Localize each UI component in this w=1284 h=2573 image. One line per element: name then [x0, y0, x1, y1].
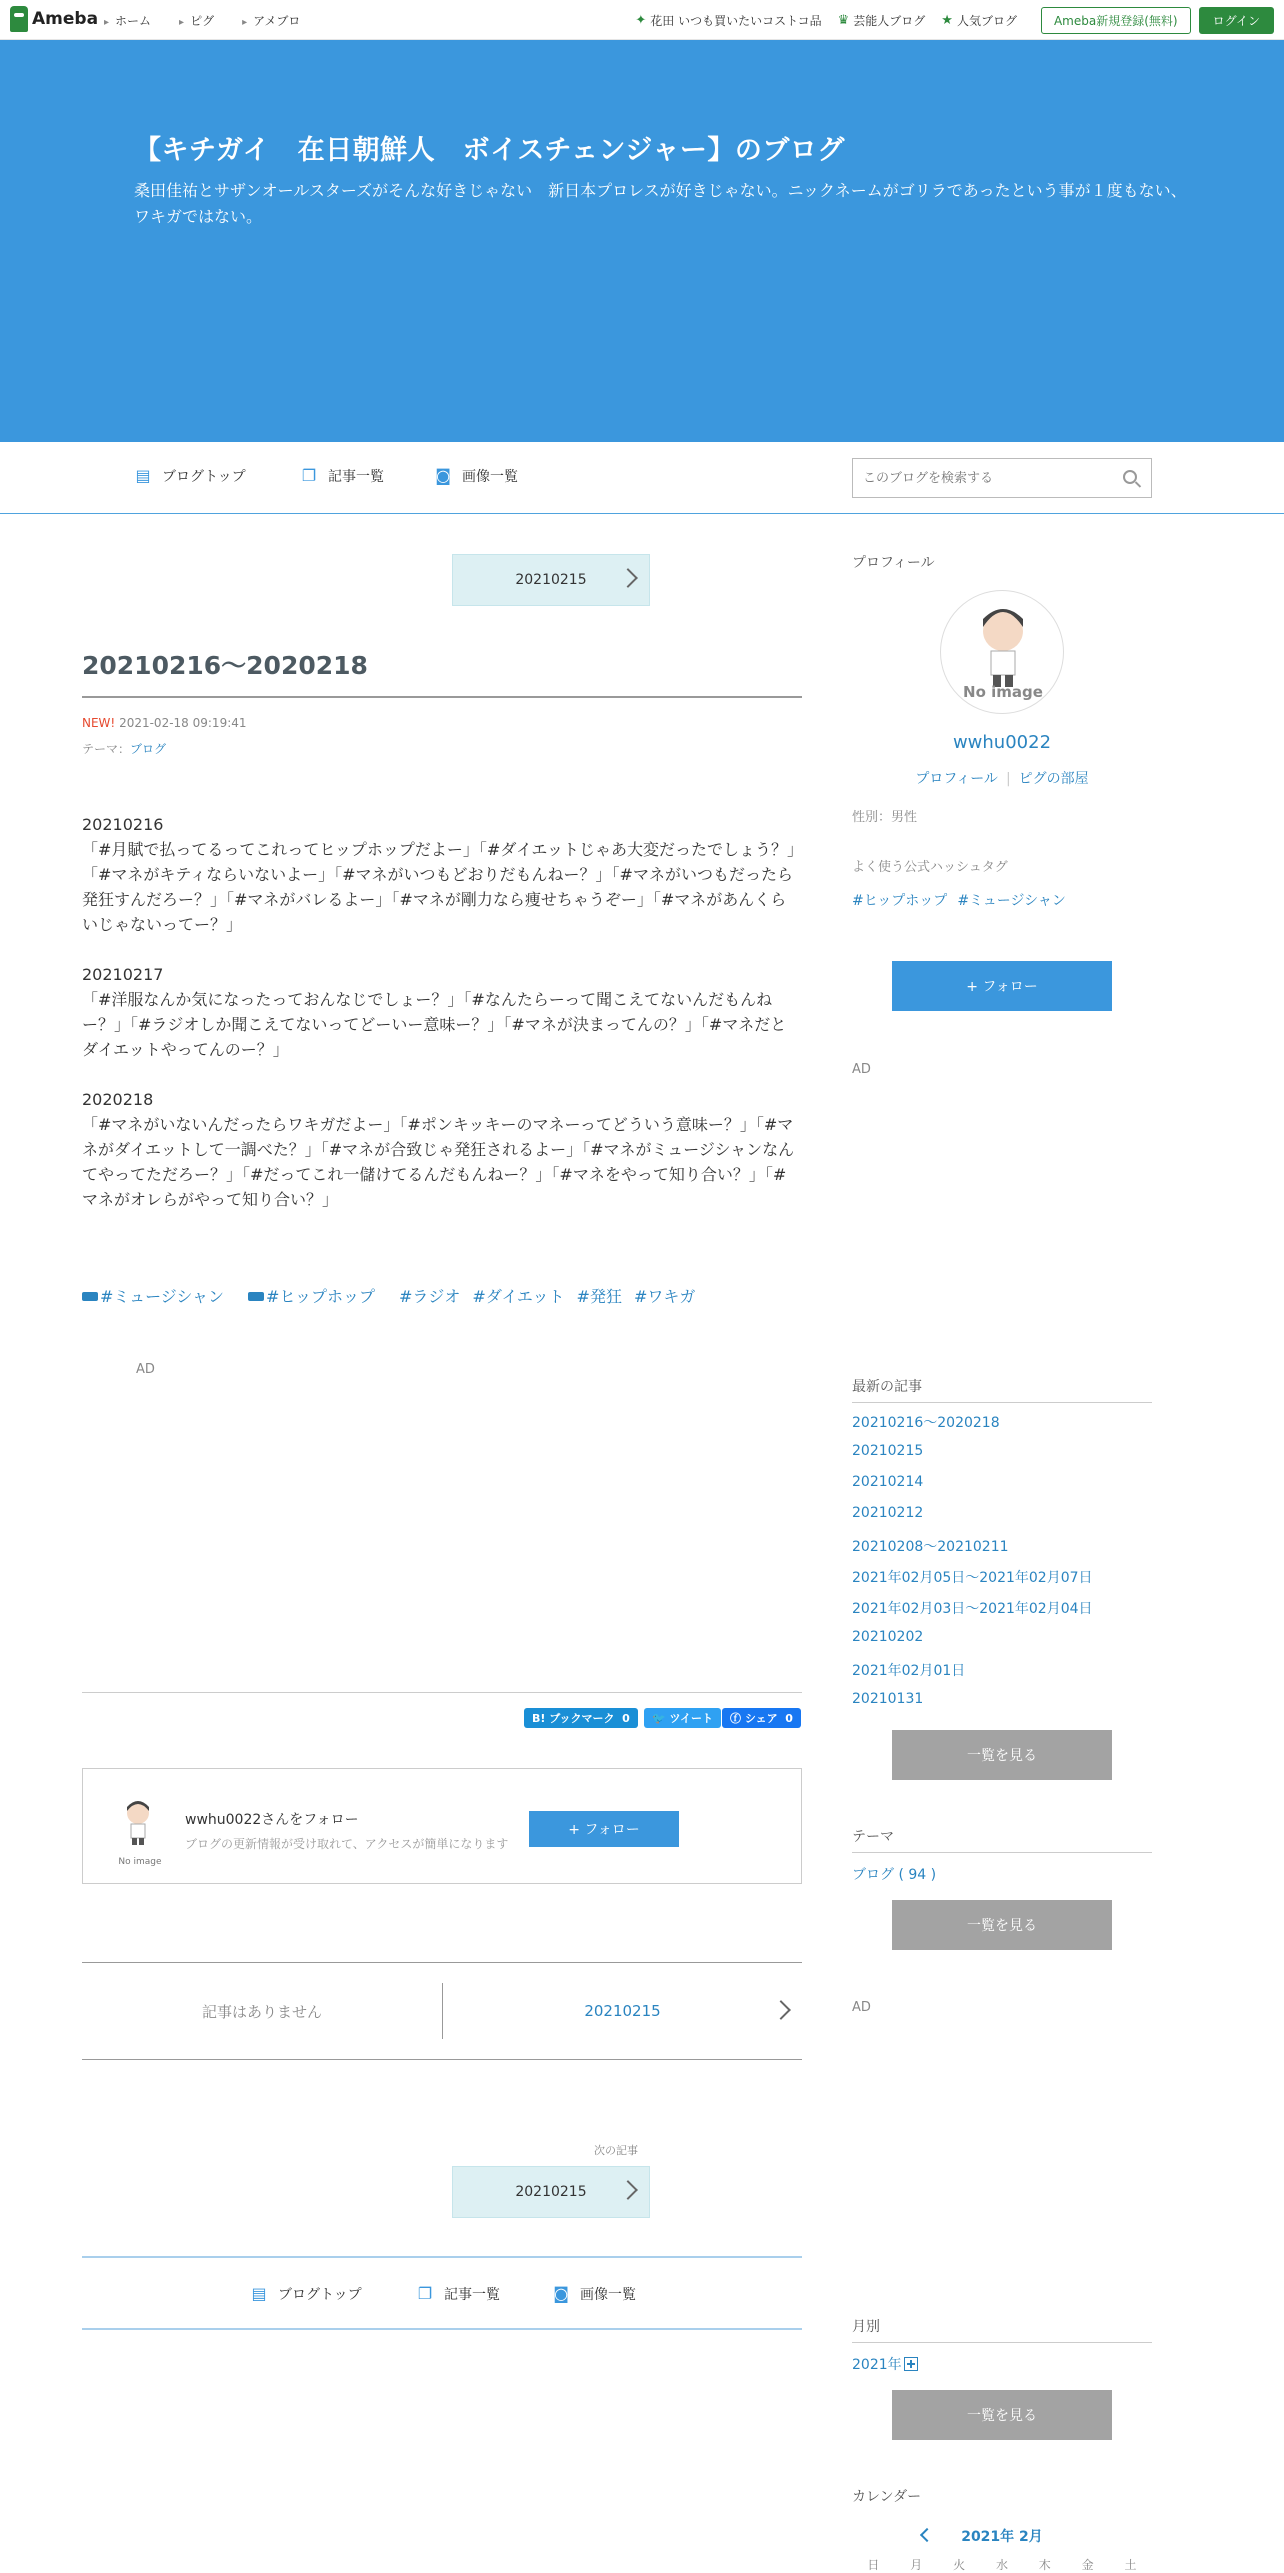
hashtag-item[interactable]: #ラジオ — [398, 1287, 461, 1306]
camera-icon: ◙ — [435, 466, 451, 485]
pager-label: 20210215 — [515, 572, 587, 588]
paragraph-date: 20210217 — [82, 965, 164, 984]
hashtag-item[interactable] — [82, 1284, 236, 1307]
theme-heading: テーマ — [852, 1829, 894, 1845]
hatena-bookmark-button[interactable] — [524, 1708, 638, 1728]
recent-item[interactable]: 2021年02月05日～2021年02月07日 — [852, 1570, 1093, 1586]
nav-label: 画像一覧 — [462, 469, 518, 485]
hashtag-link[interactable]: #ミュージシャン — [957, 893, 1066, 909]
calendar-weekdays — [852, 2556, 1152, 2573]
blog-title[interactable]: 【キチガイ 在日朝鮮人 ボイスチェンジャー】のブログ — [134, 135, 845, 166]
no-image-label: No image — [118, 1857, 162, 1867]
next-entry-label: 20210215 — [584, 2002, 661, 2020]
copy-icon: ❐ — [417, 2284, 433, 2303]
calendar-heading: カレンダー — [852, 2489, 922, 2505]
nav-image-list[interactable] — [434, 466, 518, 486]
entry-datetime: 2021-02-18 09:19:41 — [119, 716, 247, 730]
chevron-right-icon — [618, 2180, 638, 2200]
no-image-label: No image — [963, 683, 1043, 701]
share-count: 0 — [622, 1711, 630, 1725]
next-entry-button-bottom[interactable] — [452, 2166, 650, 2218]
next-entry-caption: 次の記事 — [594, 2144, 638, 2157]
hashtag-item[interactable]: #ワキガ — [633, 1287, 696, 1306]
weekday: 日 — [867, 2558, 880, 2572]
recent-list — [852, 1412, 1093, 1722]
recent-item[interactable]: 20210215 — [852, 1443, 924, 1459]
recent-item[interactable]: 20210212 — [852, 1505, 924, 1521]
chevron-right-icon — [618, 568, 638, 588]
calendar-month: 2021年 2月 — [961, 2529, 1043, 2545]
link-separator: | — [1005, 771, 1011, 787]
expand-icon[interactable] — [904, 2357, 918, 2371]
hashtag-list — [82, 1284, 707, 1307]
nav-blog-top-bottom[interactable] — [250, 2284, 362, 2304]
blog-description: 桑田佳祐とサザンオールスターズがそんな好きじゃない 新日本プロレスが好きじゃない。ニックネームがゴリラであったという事が１度もない、ワキガではない。 — [134, 181, 1187, 226]
entry-paragraph — [82, 1087, 802, 1212]
nav-image-list-bottom[interactable] — [552, 2284, 636, 2304]
nav-label: 記事一覧 — [328, 469, 384, 485]
tag-icon — [248, 1292, 264, 1301]
login-button[interactable]: ログイン — [1199, 7, 1274, 34]
blog-search — [852, 458, 1152, 498]
paragraph-text: 「#洋服なんか気になったっておんなじでしょー？」「#なんたらーって聞こえてないんだもんねー？」「#ラジオしか聞こえてないってどーいー意味ー？」「#マネが決まってんの？」「#マネだとダイエットやってんのー？」 — [82, 990, 787, 1059]
recent-item[interactable]: 20210131 — [852, 1691, 924, 1707]
nav-label: ブログトップ — [278, 2287, 362, 2303]
weekday: 土 — [1124, 2558, 1137, 2572]
document-icon: ▤ — [135, 466, 151, 485]
recent-item[interactable]: 20210202 — [852, 1629, 924, 1645]
recent-item[interactable]: 20210214 — [852, 1474, 924, 1490]
global-nav — [104, 0, 328, 40]
follow-description: ブログの更新情報が受け取れて、アクセスが簡単になります — [185, 1837, 509, 1851]
profile-heading: プロフィール — [852, 555, 935, 571]
theme-link[interactable]: ブログ — [130, 742, 167, 756]
header-link-popular[interactable] — [941, 12, 1017, 29]
recent-item[interactable]: 20210208～20210211 — [852, 1539, 1009, 1555]
see-all-months-button[interactable]: 一覧を見る — [892, 2390, 1112, 2440]
nav-article-list[interactable] — [300, 466, 384, 486]
profile-links — [852, 768, 1152, 788]
paragraph-date: 20210216 — [82, 815, 164, 834]
recent-heading: 最新の記事 — [852, 1379, 922, 1395]
new-badge: NEW! — [82, 716, 116, 730]
weekday: 月 — [910, 2558, 923, 2572]
theme-label: テーマ： — [82, 742, 131, 756]
nav-home[interactable]: ▸ ホーム — [104, 12, 151, 29]
nav-label: 画像一覧 — [580, 2287, 636, 2303]
sidebar-follow-button[interactable]: + フォロー — [892, 961, 1112, 1011]
ameba-logo-icon — [10, 6, 28, 32]
recent-item[interactable]: 2021年02月01日 — [852, 1663, 966, 1679]
camera-icon: ◙ — [553, 2284, 569, 2303]
chevron-right-icon — [771, 2000, 791, 2020]
blog-header — [0, 40, 1284, 442]
nav-label: 記事一覧 — [444, 2287, 500, 2303]
header-link-costco[interactable] — [635, 12, 821, 29]
heading-divider — [852, 2342, 1152, 2343]
title-divider — [82, 696, 802, 698]
weekday: 金 — [1081, 2558, 1094, 2572]
header-link-label: 人気ブログ — [956, 13, 1017, 28]
tag-icon — [82, 1292, 98, 1301]
share-label: シェア — [744, 1712, 778, 1725]
prev-entry-empty: 記事はありません — [201, 2002, 322, 2021]
heading-divider — [852, 1402, 1152, 1403]
follow-box — [82, 1768, 802, 1884]
paragraph-date: 2020218 — [82, 1090, 154, 1109]
recent-item[interactable]: 2021年02月03日～2021年02月04日 — [852, 1601, 1093, 1617]
official-hashtags — [852, 890, 1076, 910]
avatar — [113, 1797, 163, 1857]
hashtag-label: #ヒップホップ — [266, 1287, 375, 1306]
ameba-logo[interactable] — [10, 6, 98, 32]
sidebar-ad-label: AD — [852, 2000, 871, 2015]
star-icon: ✦ — [635, 12, 647, 28]
hashtag-label: #ミュージシャン — [100, 1287, 225, 1306]
nav-article-list-bottom[interactable] — [416, 2284, 500, 2304]
register-button[interactable]: Ameba新規登録(無料) — [1041, 7, 1191, 34]
theme-item[interactable]: ブログ ( 94 ) — [852, 1867, 937, 1883]
crown-icon: ♛ — [837, 12, 850, 28]
weekday: 火 — [953, 2558, 966, 2572]
copy-icon: ❐ — [301, 466, 317, 485]
twitter-icon: 🐦 — [652, 1711, 666, 1725]
weekday: 木 — [1038, 2558, 1051, 2572]
follow-button[interactable]: + フォロー — [529, 1811, 679, 1847]
bottom-blog-nav — [82, 2256, 802, 2330]
entry-paragraph — [82, 812, 802, 937]
share-label: ツイート — [669, 1712, 713, 1725]
pager-label: 20210215 — [515, 2184, 587, 2200]
share-count: 0 — [785, 1711, 793, 1725]
month-link[interactable] — [852, 2354, 918, 2374]
logo-text: Ameba — [32, 9, 99, 29]
nav-pig[interactable]: ▸ ピグ — [179, 12, 214, 29]
star-icon: ★ — [941, 12, 953, 28]
profile-link[interactable]: プロフィール — [915, 771, 998, 787]
share-label: B! ブックマーク — [532, 1712, 615, 1725]
hashtag-item[interactable]: #発狂 — [576, 1287, 622, 1306]
month-label: 2021年 — [852, 2357, 902, 2373]
entry-pagination — [82, 1962, 802, 2060]
sidebar-ad-label: AD — [852, 1062, 871, 1077]
header-right — [635, 0, 1274, 40]
share-divider — [82, 1692, 802, 1693]
search-icon[interactable] — [1123, 470, 1137, 484]
hashtag-item[interactable]: #ダイエット — [472, 1287, 565, 1306]
ad-label: AD — [136, 1362, 155, 1377]
entry-paragraph — [82, 962, 802, 1062]
next-entry-link[interactable] — [443, 1963, 802, 2059]
paragraph-text: 「#マネがいないんだったらワキガだよー」「#ポンキッキーのマネーってどういう意味ー？」「#マネがダイエットして一調べた？」「#マネが合致じゃ発狂されるよー」「#マネがミュージシャンなんてやってただろー？」「#だってこれ一儲けてるんだもんねー？」「#マネをやって知り合い？」「#マネがオレらがやって知り合い？」 — [82, 1115, 795, 1209]
header-link-label: 花田 いつも買いたいコストコ品 — [650, 13, 822, 28]
monthly-heading: 月別 — [852, 2319, 880, 2335]
facebook-share-button[interactable] — [722, 1708, 801, 1728]
pig-room-link[interactable]: ピグの部屋 — [1018, 771, 1089, 787]
search-input[interactable] — [853, 459, 1103, 497]
prev-entry-button-top[interactable] — [452, 554, 650, 606]
profile-avatar[interactable] — [940, 590, 1064, 714]
facebook-icon: ⓕ — [730, 1712, 741, 1725]
nav-blog-top[interactable] — [134, 466, 246, 486]
entry-title[interactable]: 20210216～2020218 — [82, 651, 368, 680]
hashtag-item[interactable] — [248, 1284, 387, 1307]
tweet-button[interactable] — [644, 1708, 721, 1728]
follow-name: wwhu0022さんをフォロー — [185, 1812, 359, 1828]
nav-label: ブログトップ — [162, 469, 246, 485]
see-all-themes-button[interactable]: 一覧を見る — [892, 1900, 1112, 1950]
entry-theme — [82, 740, 166, 757]
document-icon: ▤ — [251, 2284, 267, 2303]
header-link-label: 芸能人ブログ — [853, 13, 926, 28]
hashtag-link[interactable]: #ヒップホップ — [852, 893, 948, 909]
entry-body — [82, 812, 802, 1237]
see-all-recent-button[interactable]: 一覧を見る — [892, 1730, 1112, 1780]
entry-meta — [82, 716, 247, 730]
profile-gender: 性別：男性 — [852, 810, 918, 825]
weekday: 水 — [995, 2558, 1008, 2572]
header-link-celeb[interactable] — [838, 12, 926, 29]
profile-username[interactable]: wwhu0022 — [952, 732, 1052, 753]
recent-item[interactable]: 20210216～2020218 — [852, 1415, 1000, 1431]
nav-ameblo[interactable]: ▸ アメブロ — [242, 12, 300, 29]
global-header — [0, 0, 1284, 40]
paragraph-text: 「#月賦で払ってるってこれってヒップホップだよー」「#ダイエットじゃあ大変だったでしょう？」「#マネがキティならいないよー」「#マネがいつもどおりだもんねー？」「#マネがいつもだったら発狂すんだろー？」「#マネがバレるよー」「#マネが剛力なら痩せちゃうぞー」「#マネがあんくらいじゃないってー？」 — [82, 840, 796, 934]
heading-divider — [852, 1852, 1152, 1853]
hashtag-heading: よく使う公式ハッシュタグ — [852, 860, 1008, 875]
